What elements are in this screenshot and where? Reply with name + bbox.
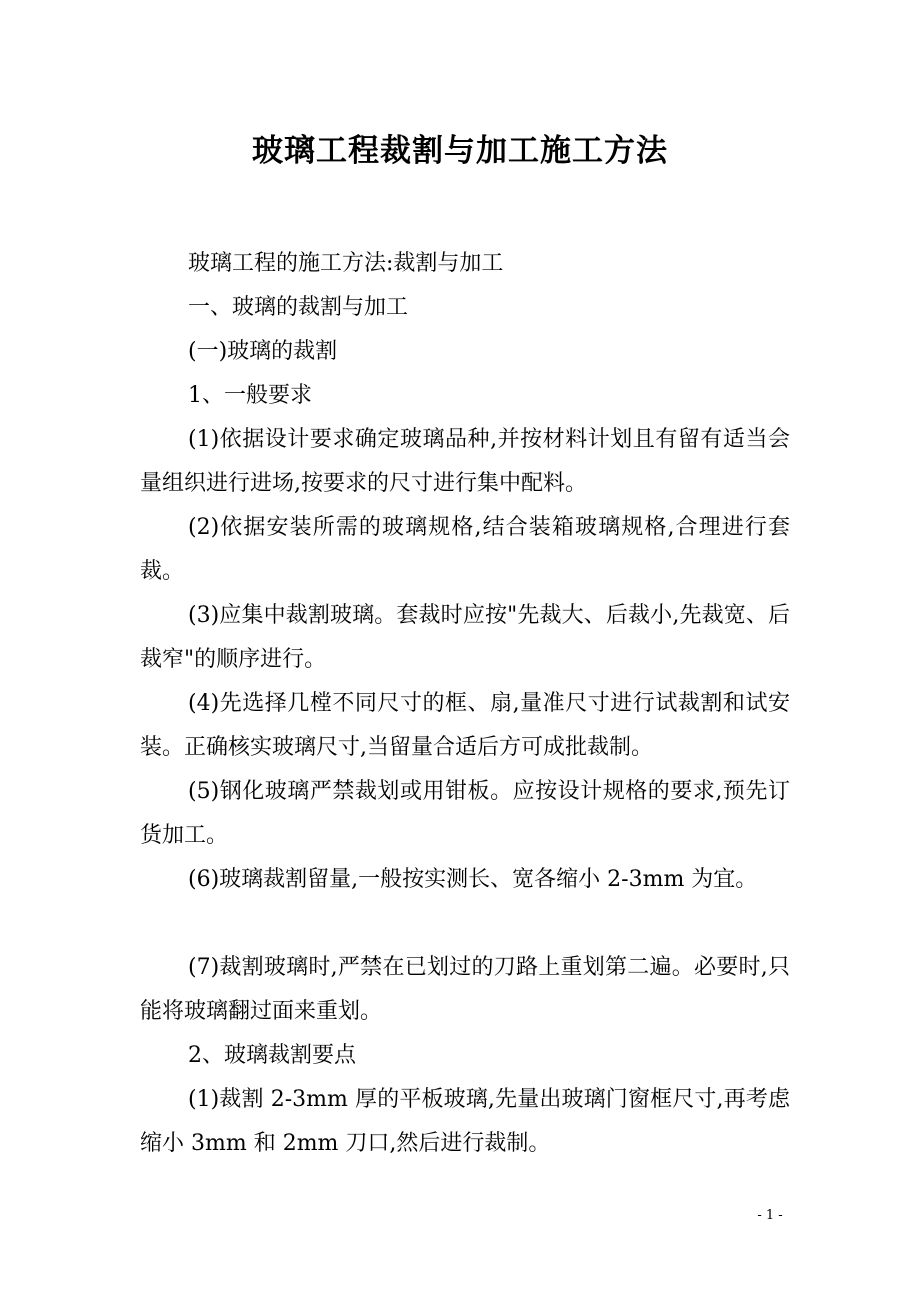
paragraph-intro: 玻璃工程的施工方法:裁割与加工 (188, 251, 504, 276)
paragraph-cutting-point-1: (1)裁割 2-3mm 厚的平板玻璃,先量出玻璃门窗框尺寸,再考虑缩小 3mm 和 2mm 刀口,然后进行裁制。 (140, 1087, 790, 1156)
item-heading-general-requirements: 1、一般要求 (188, 383, 312, 408)
document-body (140, 242, 790, 1166)
section-heading-1: 一、玻璃的裁割与加工 (188, 295, 409, 320)
paragraph-requirement-4: (4)先选择几樘不同尺寸的框、扇,量准尺寸进行试裁割和试安装。正确核实玻璃尺寸,当留量合适后方可成批裁制。 (140, 691, 790, 760)
paragraph-requirement-5: (5)钢化玻璃严禁裁划或用钳板。应按设计规格的要求,预先订货加工。 (140, 779, 790, 848)
paragraph-requirement-3: (3)应集中裁割玻璃。套裁时应按"先裁大、后裁小,先裁宽、后裁窄"的顺序进行。 (140, 603, 790, 672)
paragraph-requirement-2: (2)依据安装所需的玻璃规格,结合装箱玻璃规格,合理进行套裁。 (140, 515, 790, 584)
item-heading-cutting-points: 2、玻璃裁割要点 (188, 1043, 356, 1068)
paragraph-requirement-6: (6)玻璃裁割留量,一般按实测长、宽各缩小 2-3mm 为宜。 (188, 867, 758, 892)
document-title: 玻璃工程裁割与加工施工方法 (252, 133, 668, 169)
page-number: - 1 - (757, 1208, 783, 1223)
paragraph-requirement-1: (1)依据设计要求确定玻璃品种,并按材料计划且有留有适当会量组织进行进场,按要求的尺寸进行集中配料。 (140, 427, 790, 496)
subsection-heading-cutting: (一)玻璃的裁割 (188, 339, 338, 364)
paragraph-requirement-7: (7)裁割玻璃时,严禁在已划过的刀路上重划第二遍。必要时,只能将玻璃翻过面来重划。 (140, 955, 790, 1024)
